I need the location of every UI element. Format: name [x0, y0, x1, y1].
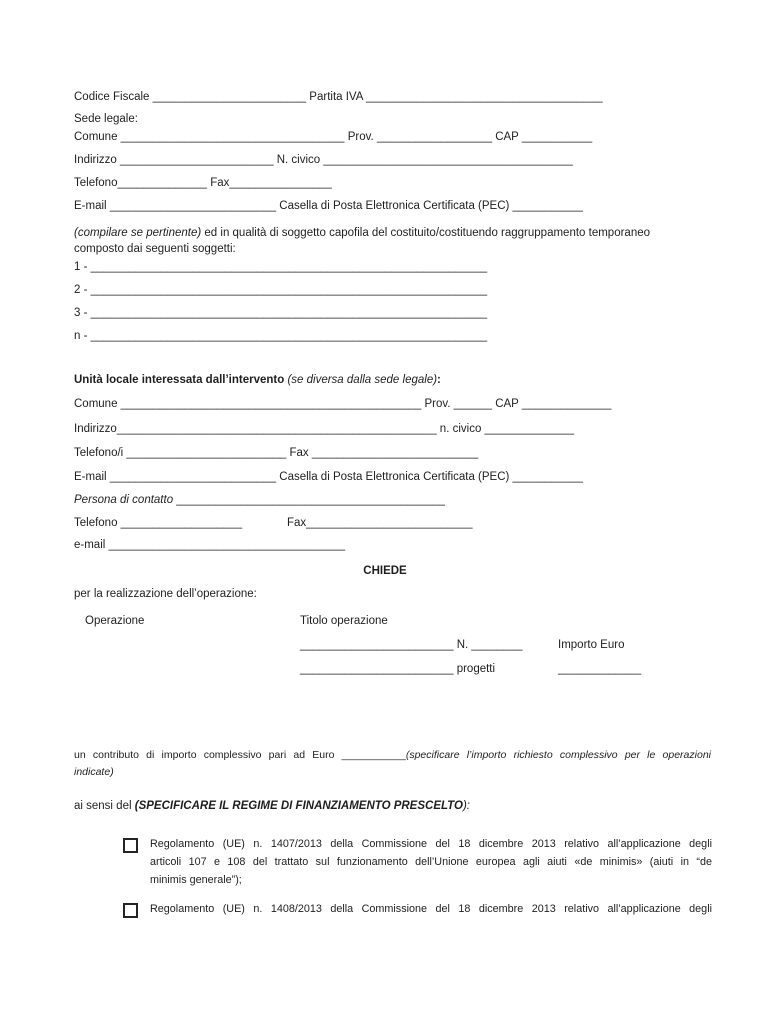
importo-euro-column-header: Importo Euro [558, 639, 625, 651]
unita-comune-prov-cap-line: Comune _______________________________________________ Prov. ______ CAP ______________ [74, 398, 612, 410]
checkbox-1-text [150, 835, 712, 889]
checkbox-regolamento-1407[interactable] [123, 838, 138, 853]
unita-locale-heading-italic: (se diversa dalla sede legale) [284, 374, 438, 386]
soggetto-3-line: 3 - ______________________________________________________________ [74, 307, 488, 319]
capofila-intro-line1 [74, 226, 650, 241]
capofila-intro-rest: ed in qualità di soggetto capofila del costituito/costituendo raggruppamento temporaneo [201, 227, 651, 239]
capofila-intro-line2: composto dai seguenti soggetti: [74, 243, 236, 255]
checkbox-regolamento-1408[interactable] [123, 903, 138, 918]
contributo-normal-text: un contributo di importo complessivo pari ad Euro ___________ [74, 749, 406, 761]
chiede-heading: CHIEDE [363, 565, 407, 577]
chiede-intro: per la realizzazione dell’operazione: [74, 588, 257, 600]
codice-fiscale-partita-iva-line: Codice Fiscale ________________________ Partita IVA _____________________________________ [74, 91, 603, 103]
titolo-operazione-column-header: Titolo operazione [300, 615, 388, 627]
importo-euro-blank-line: _____________ [558, 663, 642, 675]
sede-indirizzo-civico-line: Indirizzo ________________________ N. civico _______________________________________ [74, 154, 573, 166]
operazione-column-header: Operazione [85, 615, 145, 627]
checkbox-1-text-line2: articoli 107 e 108 del trattato sul funzionamento dell’Unione europea agli aiuti «de minimis» (aiuti in “de [150, 856, 712, 868]
contatto-telefono-line: Telefono ___________________ [74, 517, 243, 529]
soggetto-2-line: 2 - ______________________________________________________________ [74, 284, 488, 296]
regime-finanziamento-line [74, 799, 470, 814]
persona-di-contatto-blank: __________________________________________ [176, 494, 445, 506]
checkbox-2-text-line1: Regolamento (UE) n. 1408/2013 della Commissione del 18 dicembre 2013 relativo all’applicazione degli [150, 903, 712, 915]
sede-telefono-fax-line: Telefono______________ Fax________________ [74, 177, 332, 189]
regime-suffix: ): [462, 800, 470, 812]
unita-indirizzo-civico-line: Indirizzo__________________________________________________ n. civico ______________ [74, 423, 575, 435]
titolo-operazione-blank-n-line: ________________________ N. ________ [300, 639, 523, 651]
soggetto-n-line: n - ______________________________________________________________ [74, 330, 488, 342]
sede-email-pec-line: E-mail __________________________ Casella di Posta Elettronica Certificata (PEC) ___________ [74, 200, 583, 212]
capofila-intro-italic: (compilare se pertinente) [74, 227, 202, 239]
regime-prefix: ai sensi del [74, 800, 135, 812]
contributo-italic-note: (specificare l’importo richiesto complessivo per le operazioni [405, 749, 711, 761]
regime-emphasis: (SPECIFICARE IL REGIME DI FINANZIAMENTO PRESCELTO [134, 800, 463, 812]
persona-di-contatto-line [74, 493, 445, 508]
contatto-fax-line: Fax__________________________ [287, 517, 473, 529]
unita-locale-heading [74, 373, 441, 388]
checkbox-1-text-line3: minimis generale”); [150, 874, 242, 886]
unita-telefoni-fax-line: Telefono/i _________________________ Fax __________________________ [74, 447, 479, 459]
contributo-line1 [74, 747, 711, 764]
sede-legale-label: Sede legale: [74, 113, 138, 125]
titolo-operazione-progetti-line: ________________________ progetti [300, 663, 496, 675]
contributo-line2: indicate) [74, 766, 114, 778]
contatto-email-line: e-mail _____________________________________ [74, 539, 346, 551]
checkbox-2-text [150, 900, 712, 918]
unita-locale-heading-colon: : [437, 374, 441, 386]
unita-email-pec-line: E-mail __________________________ Casella di Posta Elettronica Certificata (PEC) ___________ [74, 471, 583, 483]
soggetto-1-line: 1 - ______________________________________________________________ [74, 261, 488, 273]
persona-di-contatto-label: Persona di contatto [74, 494, 177, 506]
checkbox-1-text-line1: Regolamento (UE) n. 1407/2013 della Commissione del 18 dicembre 2013 relativo all’applicazione degli [150, 838, 712, 850]
sede-comune-prov-cap-line: Comune ___________________________________ Prov. __________________ CAP ___________ [74, 131, 593, 143]
unita-locale-heading-bold: Unità locale interessata dall’intervento [74, 374, 285, 386]
